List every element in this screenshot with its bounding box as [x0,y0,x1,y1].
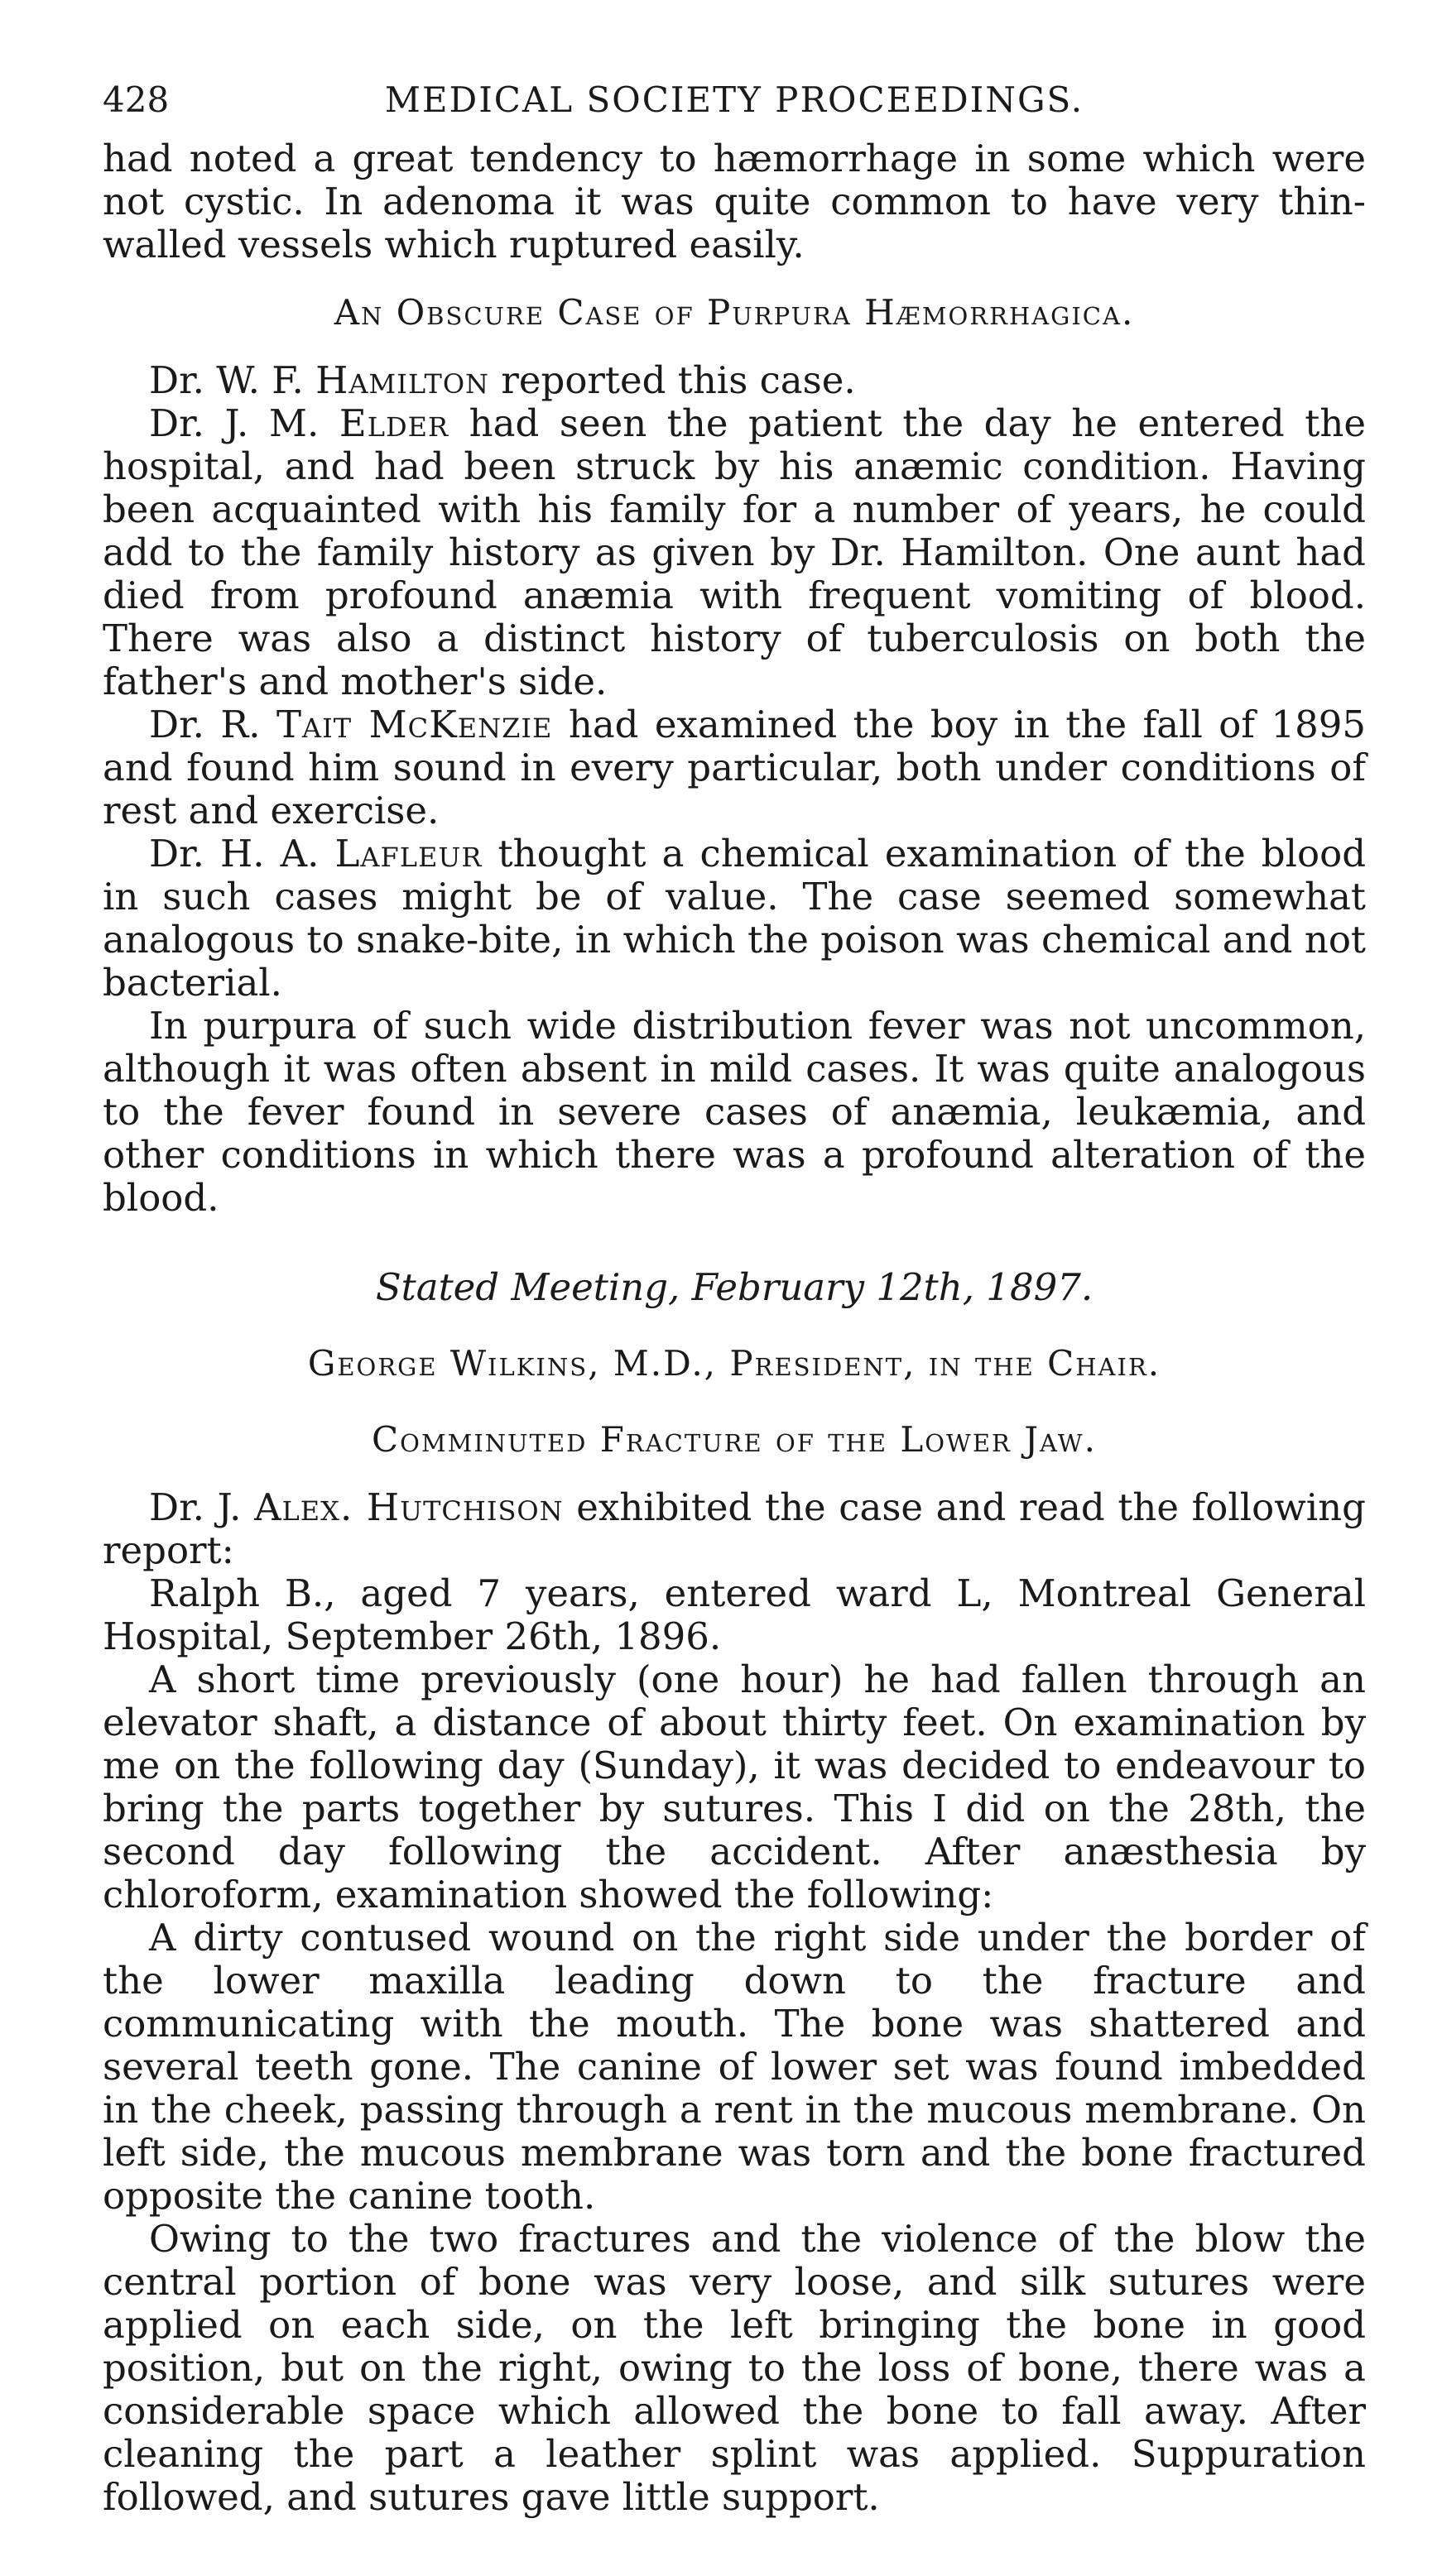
speaker-name: Tait McKenzie [276,703,553,746]
speaker-name: Lafleur [334,832,483,875]
paragraph-fever: In purpura of such wide distribution fever was not uncommon, although it was often absent in mild cases. It was quite analogous to the fever found in severe cases of anæmia, leukæmia, and other conditions in which there was a profound alteration of the blood. [103,1004,1366,1220]
meeting-title: Stated Meeting, February 12th, 1897. [375,1265,1094,1309]
paragraph-patient: Ralph B., aged 7 years, entered ward L, Montreal General Hospital, September 26th, 1896. [103,1571,1366,1658]
running-title: MEDICAL SOCIETY PROCEEDINGS. [384,79,1084,120]
continued-paragraph: had noted a great tendency to hæmorrhage in some which were not cystic. In adenoma it was quite common to have very thin-walled vessels which ruptured easily. [103,137,1366,266]
page-number: 428 [103,79,170,120]
section-heading-fracture: Comminuted Fracture of the Lower Jaw. [372,1419,1097,1460]
speaker-name: Hamilton [315,358,490,402]
document-page [103,79,1366,2519]
meeting-chair: George Wilkins, M.D., President, in the Chair. [307,1343,1161,1384]
paragraph-elder: Dr. J. M. Elder had seen the patient the day he entered the hospital, and had been struck by his anæmic condition. Having been acquainted with his family for a number of years, he could add to the family history as given by Dr. Hamilton. One aunt had died from profound anæmia with frequent vomiting of blood. There was also a distinct history of tuberculosis on both the father's and mother's side. [103,401,1366,703]
paragraph-mckenzie: Dr. R. Tait McKenzie had examined the boy in the fall of 1895 and found him sound in every particular, both under conditions of rest and exercise. [103,703,1367,832]
paragraph-wound: A dirty contused wound on the right side under the border of the lower maxilla leading down to the fracture and communicating with the mouth. The bone was shattered and several teeth gone. The canine of lower set was found imbedded in the cheek, passing through a rent in the mucous membrane. On left side, the mucous membrane was torn and the bone fractured opposite the canine tooth. [103,1916,1366,2218]
paragraph-history: A short time previously (one hour) he had fallen through an elevator shaft, a distance of about thirty feet. On examination by me on the following day (Sunday), it was decided to endeavour to bring the parts together by sutures. This I did on the 28th, the second day following the accident. After anæsthesia by chloroform, examination showed the following: [103,1657,1366,1916]
paragraph-hutchison: Dr. J. Alex. Hutchison exhibited the case and read the following report: [103,1485,1366,1572]
paragraph-treatment: Owing to the two fractures and the violence of the blow the central portion of bone was very loose, and silk sutures were applied on each side, on the left bringing the bone in good position, but on the right, owing to the loss of bone, there was a considerable space which allowed the bone to fall away. After cleaning the part a leather splint was applied. Suppuration followed, and sutures gave little support. [103,2217,1366,2519]
paragraph-hamilton: Dr. W. F. Hamilton reported this case. [149,358,856,402]
speaker-name: Alex. Hutchison [254,1485,564,1529]
section-heading-purpura: An Obscure Case of Purpura Hæmorrhagica. [334,292,1135,333]
running-head [103,79,1366,137]
paragraph-lafleur: Dr. H. A. Lafleur thought a chemical examination of the blood in such cases might be of value. The case seemed somewhat analogous to snake-bite, in which the poison was chemical and not bacterial. [103,832,1367,1005]
speaker-name: Elder [339,401,449,445]
